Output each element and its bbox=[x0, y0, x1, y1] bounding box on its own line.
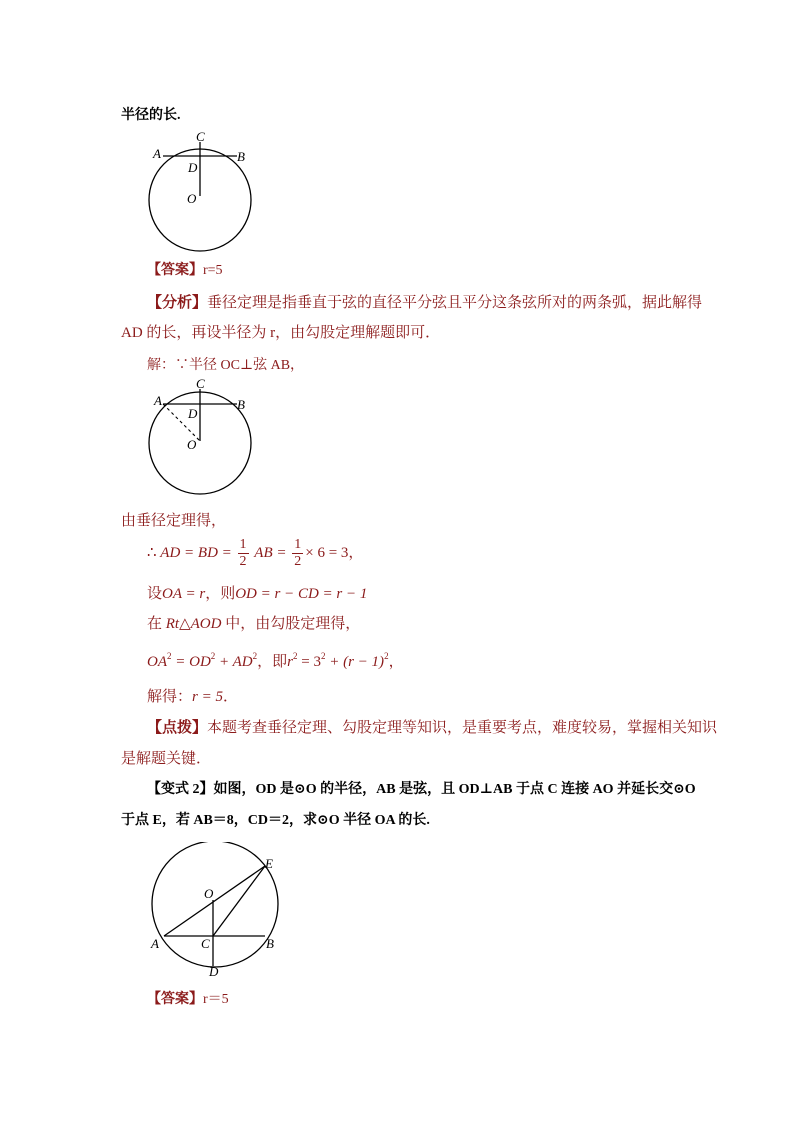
sq-3: 2 bbox=[252, 651, 258, 661]
solution-text: 半径 OC⊥弦 AB， bbox=[189, 358, 305, 373]
answer-2 bbox=[147, 988, 229, 1008]
sq-2: 2 bbox=[210, 651, 216, 661]
figure-2-circle-diagram bbox=[140, 375, 265, 501]
solve-line bbox=[147, 685, 238, 706]
fig3-label-a: A bbox=[151, 936, 159, 951]
variant-text-1: 如图，OD 是⊙O 的半径，AB 是弦，且 OD⊥AB 于点 C 连接 AO 并延长交⊙O bbox=[213, 782, 696, 797]
step1-left: AD = BD = bbox=[160, 544, 232, 561]
figure-1-circle-diagram bbox=[140, 128, 265, 254]
step4-oa: OA bbox=[147, 654, 167, 670]
step3-text: 中，由勾股定理得， bbox=[225, 616, 361, 632]
solve-eq: r = 5 bbox=[192, 689, 223, 705]
step-2-equation bbox=[147, 582, 367, 603]
step-3-text bbox=[147, 612, 360, 633]
fig2-label-a: A bbox=[154, 393, 162, 408]
solution-line bbox=[147, 354, 304, 374]
sq-5: 2 bbox=[320, 651, 326, 661]
step4-three: = 3 bbox=[297, 654, 321, 670]
sq-4: 2 bbox=[293, 651, 298, 661]
hint-line-1 bbox=[147, 716, 717, 737]
step4-rminus: + (r − 1) bbox=[325, 654, 385, 670]
fig3-label-e: E bbox=[265, 856, 273, 871]
answer-1 bbox=[147, 259, 223, 279]
step1-mid: AB = bbox=[254, 544, 287, 561]
step3-prefix: 在 bbox=[147, 616, 163, 632]
therefore-symbol: ∴ bbox=[147, 544, 157, 561]
fig2-label-b: B bbox=[237, 397, 245, 412]
fig2-label-d: D bbox=[188, 406, 198, 421]
hint-line-2: 是解题关键． bbox=[121, 751, 212, 767]
fig1-label-a: A bbox=[153, 146, 161, 161]
analysis-line-2: AD 的长，再设半径为 r，由勾股定理解题即可． bbox=[121, 325, 441, 341]
step-1-equation bbox=[147, 537, 363, 570]
solution-prefix: 解： bbox=[147, 358, 175, 373]
step1-comma: ， bbox=[348, 544, 364, 561]
sq-6: 2 bbox=[384, 651, 389, 661]
answer-2-value: r＝5 bbox=[203, 992, 229, 1007]
step4-mid: ，即 bbox=[257, 654, 288, 670]
fig1-label-d: D bbox=[188, 160, 198, 175]
step2-eq2: OD = r − CD = r − 1 bbox=[235, 586, 368, 602]
fig1-label-c: C bbox=[196, 129, 205, 144]
answer-1-value: r=5 bbox=[203, 263, 223, 278]
hint-label: 【点拨】 bbox=[147, 720, 208, 736]
solve-prefix: 解得： bbox=[147, 689, 193, 705]
fig3-label-c: C bbox=[201, 936, 210, 951]
step4-ad: + AD bbox=[215, 654, 253, 670]
intro-tail-text: 半径的长. bbox=[121, 108, 181, 123]
step2-mid: ，则 bbox=[205, 586, 236, 602]
fig3-label-b: B bbox=[266, 936, 274, 951]
hint-text-1: 本题考查垂径定理、勾股定理等知识，是重要考点，难度较易，掌握相关知识 bbox=[207, 720, 718, 736]
step1-tail: × 6 = 3 bbox=[305, 544, 349, 561]
since-symbol: ∵ bbox=[175, 358, 189, 373]
step4-od: = OD bbox=[171, 654, 211, 670]
fraction-half-1: $\frac{1}{2}$ bbox=[239, 537, 247, 569]
variant-line-1 bbox=[147, 778, 696, 798]
solve-end: ． bbox=[222, 689, 238, 705]
fig2-label-o: O bbox=[187, 437, 197, 452]
analysis-text-1: 垂径定理是指垂直于弦的直径平分弦且平分这条弦所对的两条弧，据此解得 bbox=[207, 295, 703, 311]
answer-2-label: 【答案】 bbox=[147, 992, 203, 1007]
fig2-label-c: C bbox=[196, 376, 205, 391]
variant-line-2: 于点 E，若 AB＝8，CD＝2，求⊙O 半径 OA 的长. bbox=[121, 813, 430, 828]
step2-eq1: OA = r bbox=[162, 586, 206, 602]
step-4-equation bbox=[147, 650, 404, 671]
fig1-label-b: B bbox=[237, 149, 245, 164]
figure-3-circle-diagram bbox=[140, 842, 290, 982]
fraction-half-2: $\frac{1}{2}$ bbox=[294, 537, 302, 569]
theorem-line: 由垂径定理得， bbox=[121, 513, 227, 529]
answer-1-label: 【答案】 bbox=[147, 263, 203, 278]
analysis-label: 【分析】 bbox=[147, 295, 208, 311]
fig3-label-d: D bbox=[209, 964, 219, 979]
step2-prefix: 设 bbox=[147, 586, 163, 602]
sq-1: 2 bbox=[167, 651, 172, 661]
fig3-label-o: O bbox=[204, 886, 214, 901]
step3-triangle: Rt△AOD bbox=[165, 616, 222, 632]
fig1-label-o: O bbox=[187, 191, 197, 206]
step4-r: r bbox=[287, 654, 294, 670]
variant-label: 【变式 2】 bbox=[147, 782, 214, 797]
analysis-line-1 bbox=[147, 291, 702, 312]
step4-end: ， bbox=[388, 654, 404, 670]
